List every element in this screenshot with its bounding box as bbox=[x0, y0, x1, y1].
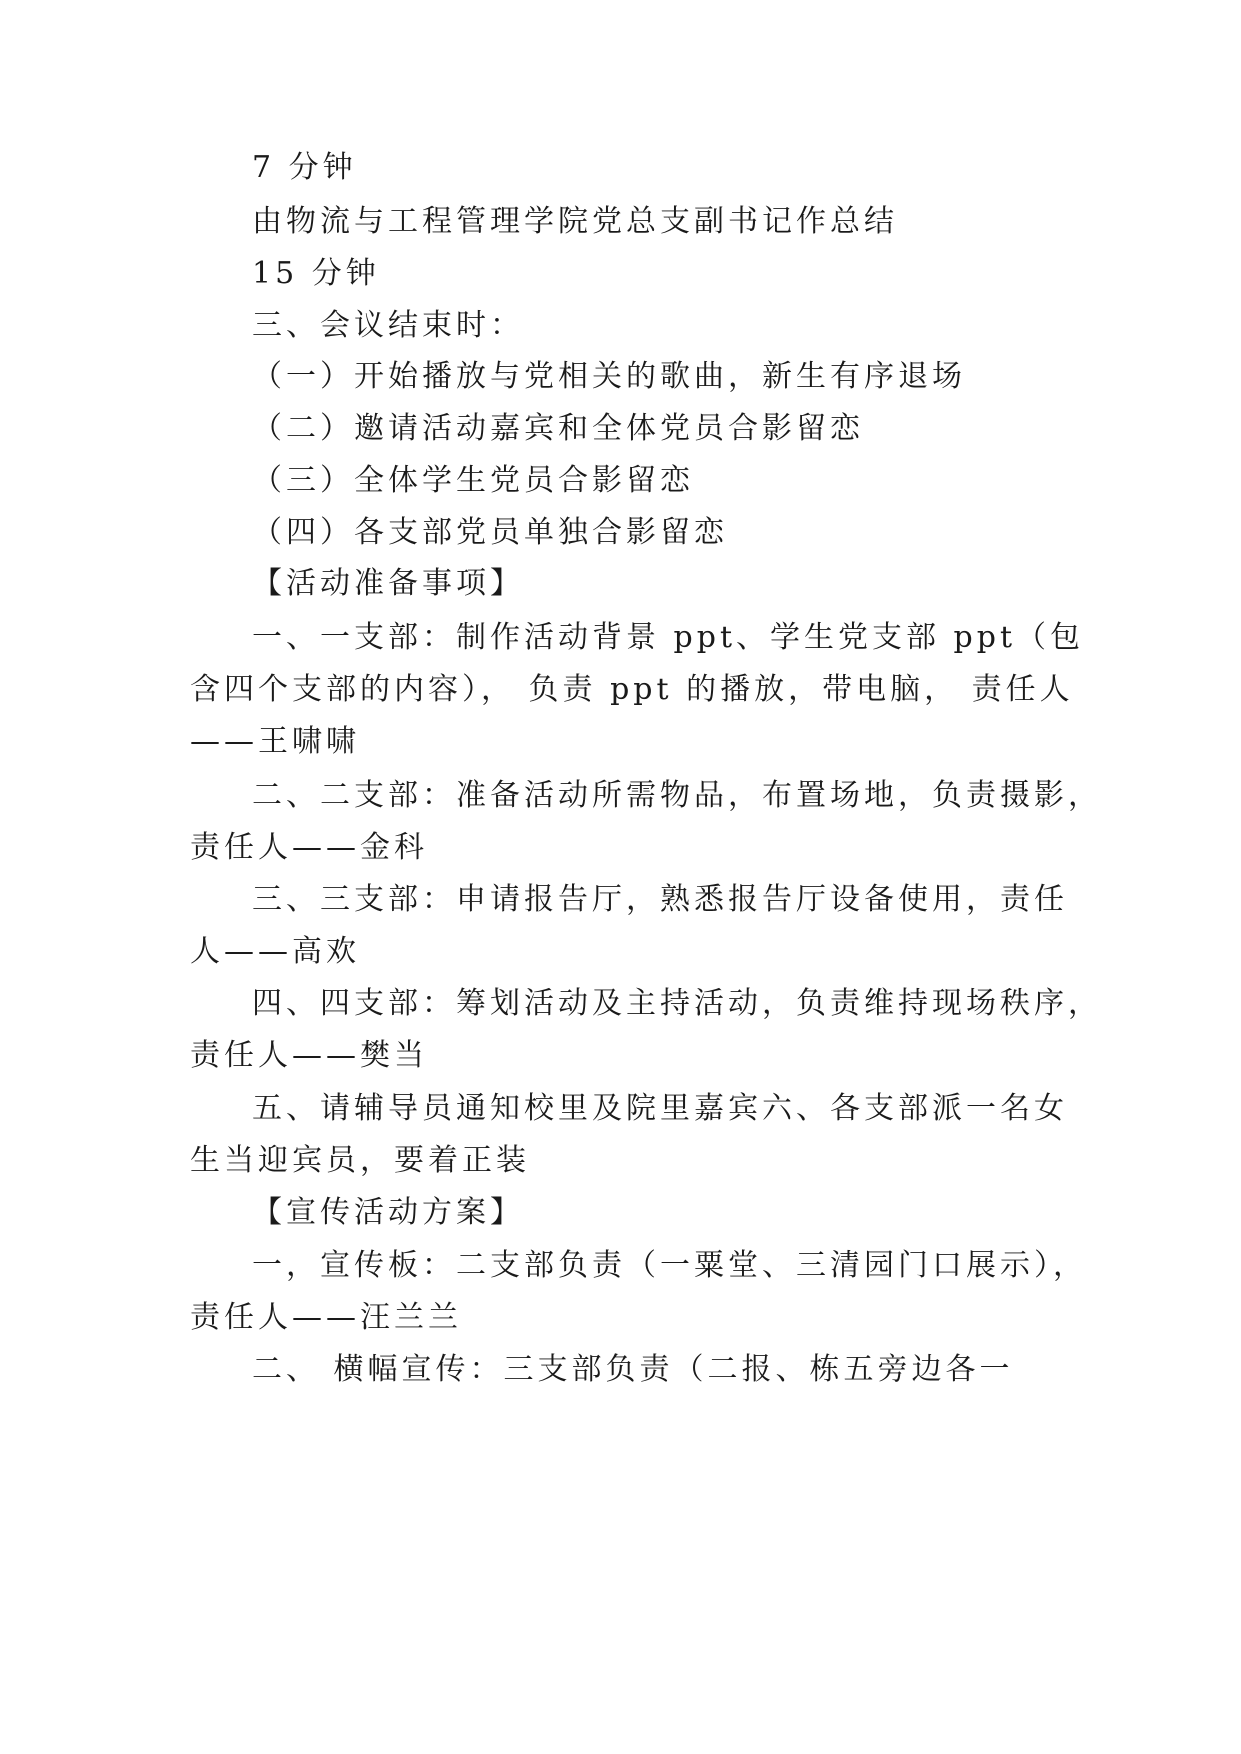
text-line: 责任人——樊当 bbox=[190, 1038, 428, 1073]
text-line: 责任人——汪兰兰 bbox=[190, 1300, 462, 1335]
text-line: 二、二支部：准备活动所需物品，布置场地，负责摄影， bbox=[252, 778, 1102, 813]
text-line: 含四个支部的内容）， 负责 ppt 的播放，带电脑， 责任人 bbox=[190, 672, 1074, 707]
text-line: 一，宣传板：二支部负责（一粟堂、三清园门口展示）， bbox=[252, 1248, 1087, 1283]
text-line: 人——高欢 bbox=[190, 934, 360, 969]
text-line: （二）邀请活动嘉宾和全体党员合影留恋 bbox=[252, 411, 864, 446]
section-heading: 【宣传活动方案】 bbox=[252, 1195, 524, 1230]
text-line: 7 分钟 bbox=[252, 150, 357, 185]
section-heading: 三、会议结束时： bbox=[252, 308, 524, 343]
text-line: 四、四支部：筹划活动及主持活动，负责维持现场秩序， bbox=[252, 986, 1102, 1021]
text-line: 15 分钟 bbox=[252, 256, 380, 291]
text-line: （三）全体学生党员合影留恋 bbox=[252, 463, 694, 498]
text-line: 一、一支部：制作活动背景 ppt、学生党支部 ppt（包 bbox=[252, 620, 1084, 655]
text-line: 五、请辅导员通知校里及院里嘉宾六、各支部派一名女 bbox=[252, 1091, 1068, 1126]
text-line: 生当迎宾员，要着正装 bbox=[190, 1143, 530, 1178]
text-line: ——王啸啸 bbox=[190, 724, 360, 759]
text-line: 由物流与工程管理学院党总支副书记作总结 bbox=[252, 204, 898, 239]
text-line: 三、三支部：申请报告厅，熟悉报告厅设备使用，责任 bbox=[252, 882, 1068, 917]
section-heading: 【活动准备事项】 bbox=[252, 566, 524, 601]
text-line: （四）各支部党员单独合影留恋 bbox=[252, 515, 728, 550]
text-line: 二、 横幅宣传：三支部负责（二报、栋五旁边各一 bbox=[252, 1352, 1014, 1387]
text-line: （一）开始播放与党相关的歌曲，新生有序退场 bbox=[252, 359, 966, 394]
text-line: 责任人——金科 bbox=[190, 830, 428, 865]
